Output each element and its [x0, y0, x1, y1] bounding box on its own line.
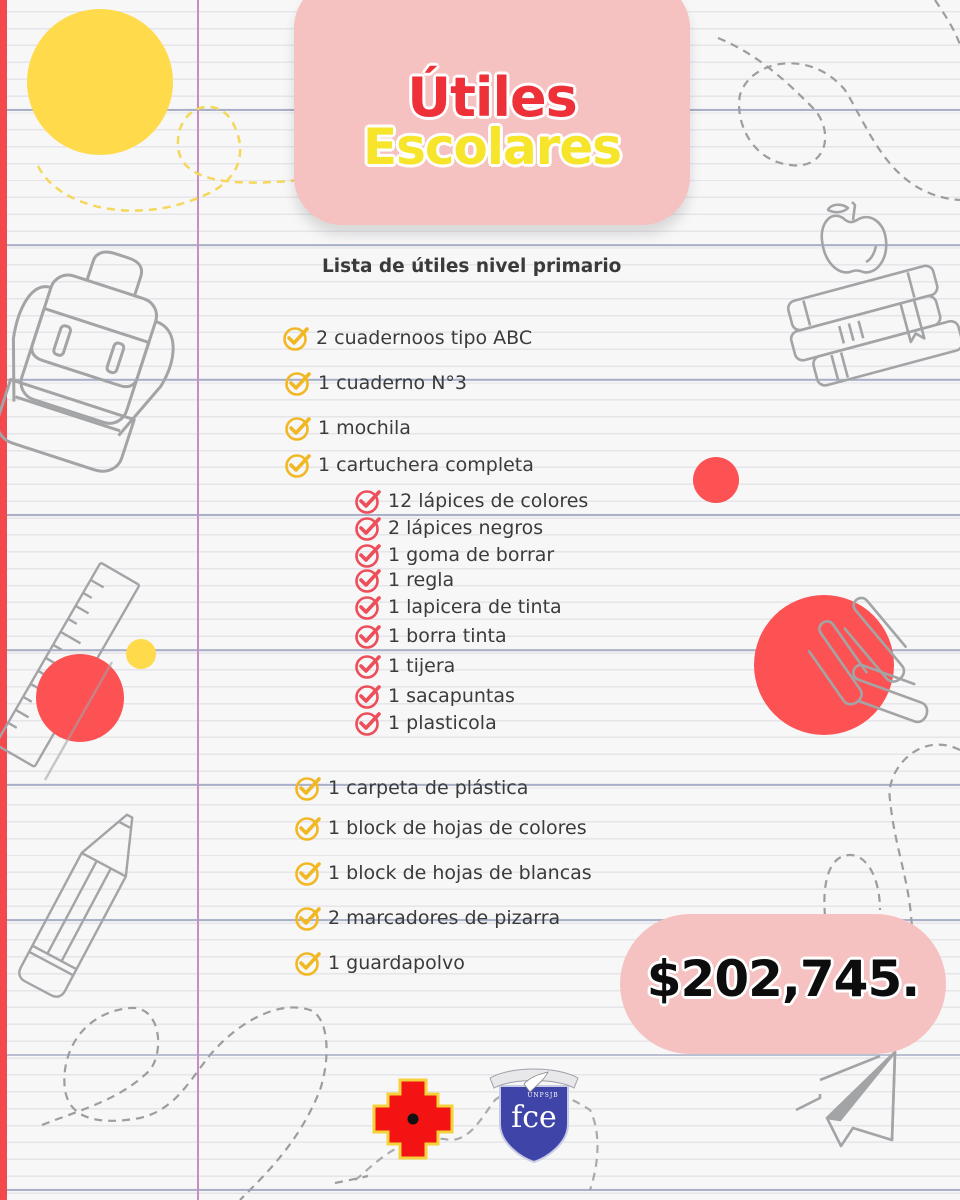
list-item-label: 1 cuaderno N°3	[318, 372, 467, 394]
yellow-check-circle-icon	[294, 814, 322, 842]
list-item	[284, 414, 411, 442]
list-item	[294, 949, 465, 977]
list-item-label: 1 carpeta de plástica	[328, 777, 529, 799]
sub-list-item	[354, 622, 507, 650]
list-item	[294, 814, 587, 842]
red-check-circle-icon	[354, 622, 382, 650]
sub-list-item	[354, 514, 543, 542]
fce-logo-text: fce	[511, 1100, 557, 1135]
sub-list-item-label: 1 goma de borrar	[388, 544, 555, 566]
yellow-check-circle-icon	[294, 859, 322, 887]
sub-list-item-label: 1 plasticola	[388, 712, 497, 734]
list-item-label: 1 block de hojas de colores	[328, 817, 587, 839]
sub-list-item	[354, 709, 497, 737]
red-circle-large	[754, 595, 894, 735]
title-line-2: Escolares	[362, 118, 622, 176]
chakana-cross-logo	[370, 1076, 456, 1162]
yellow-check-circle-icon	[294, 949, 322, 977]
list-item	[294, 859, 592, 887]
list-item	[282, 324, 532, 352]
red-check-circle-icon	[354, 652, 382, 680]
list-subtitle: Lista de útiles nivel primario	[322, 256, 622, 277]
price-value: $202,745.	[646, 950, 920, 1008]
list-item	[294, 904, 560, 932]
list-item-label: 2 cuadernoos tipo ABC	[316, 327, 533, 349]
sub-list-item	[354, 652, 455, 680]
list-item	[294, 774, 528, 802]
title-line-1: Útiles	[407, 66, 577, 129]
yellow-circle-decor	[27, 9, 173, 155]
yellow-check-circle-icon	[294, 904, 322, 932]
yellow-circle-small	[126, 639, 156, 669]
red-check-circle-icon	[354, 593, 382, 621]
red-check-circle-icon	[354, 566, 382, 594]
gray-dashed-loop-bottom	[42, 1007, 327, 1200]
list-item-label: 1 block de hojas de blancas	[328, 862, 592, 884]
list-item	[284, 451, 534, 479]
red-check-circle-icon	[354, 514, 382, 542]
sub-list-item	[354, 566, 454, 594]
gray-dashed-loop-top	[718, 38, 960, 200]
list-item-label: 1 guardapolvo	[328, 952, 465, 974]
list-item-label: 1 cartuchera completa	[318, 454, 534, 476]
title-card	[294, 0, 690, 225]
yellow-check-circle-icon	[284, 414, 312, 442]
sub-list-item	[354, 682, 515, 710]
fce-unpsjb-logo	[486, 1064, 582, 1164]
sub-list-item	[354, 487, 588, 515]
red-check-circle-icon	[354, 682, 382, 710]
sub-list-item-label: 1 sacapuntas	[388, 685, 515, 707]
pencil-icon	[16, 804, 152, 1000]
list-item	[284, 369, 467, 397]
sub-list-item-label: 12 lápices de colores	[388, 490, 589, 512]
sub-list-item-label: 1 lapicera de tinta	[388, 596, 562, 618]
sub-list-item-label: 1 tijera	[388, 655, 456, 677]
sub-list-item-label: 2 lápices negros	[388, 517, 544, 539]
fce-university-label: UNPSJB	[527, 1092, 559, 1099]
sub-list-item	[354, 541, 554, 569]
red-check-circle-icon	[354, 709, 382, 737]
apple-books-icon	[782, 202, 960, 391]
list-item-label: 2 marcadores de pizarra	[328, 907, 561, 929]
yellow-check-circle-icon	[284, 451, 312, 479]
backpack-icon	[0, 231, 198, 482]
paper-plane-icon	[796, 1052, 895, 1146]
red-check-circle-icon	[354, 487, 382, 515]
sub-list-item-label: 1 regla	[388, 569, 455, 591]
list-item-label: 1 mochila	[318, 417, 411, 439]
red-circle-left	[36, 654, 124, 742]
red-circle-small	[693, 457, 739, 503]
yellow-check-circle-icon	[294, 774, 322, 802]
sub-list-item	[354, 593, 562, 621]
sub-list-item-label: 1 borra tinta	[388, 625, 507, 647]
red-check-circle-icon	[354, 541, 382, 569]
yellow-check-circle-icon	[284, 369, 312, 397]
yellow-check-circle-icon	[282, 324, 310, 352]
price-badge	[620, 914, 946, 1054]
